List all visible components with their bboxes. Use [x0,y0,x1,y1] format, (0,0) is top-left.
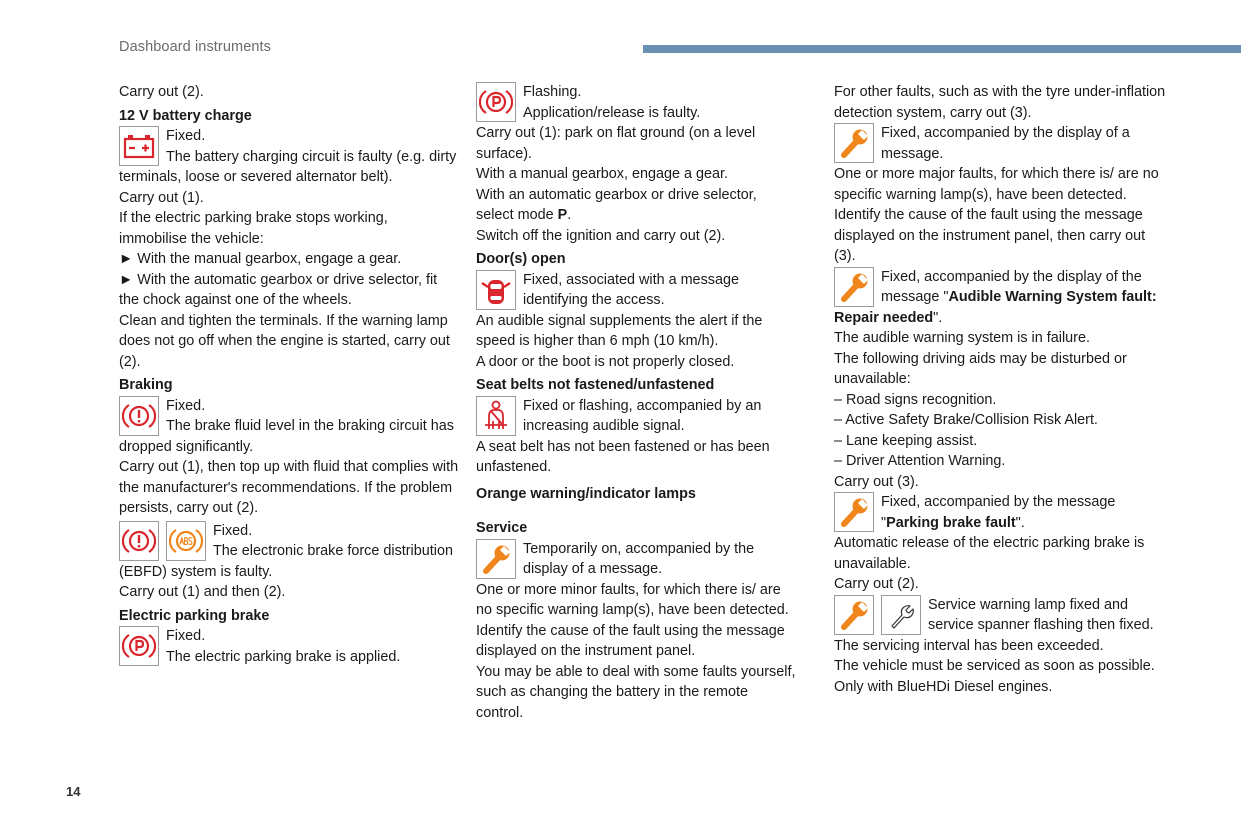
pbf-action: Carry out (2). [834,576,919,592]
header-accent-bar [643,45,1241,53]
other-faults-text: For other faults, such as with the tyre under-inflation detection system, carry out (3). [834,84,1166,121]
aws-post: ". [933,309,943,326]
column-1 [119,82,459,667]
orange-lamps-heading: Orange warning/indicator lamps [476,485,696,502]
epb-flash-desc: Application/release is faulty. [523,104,701,121]
doors-desc: A door or the boot is not properly closed. [476,353,735,370]
epb-state: Fixed. [166,628,206,644]
service-heading: Service [476,520,528,536]
svc-desc-2: The vehicle must be serviced as soon as possible. [834,658,1155,674]
epb-flash-state: Flashing. [523,84,582,100]
battery-action: Carry out (1). [119,189,204,206]
seatbelt-icon [476,396,516,436]
braking-state: Fixed. [166,397,206,414]
ebfd-icons [119,521,206,561]
battery-heading: 12 V battery charge [119,107,252,124]
spanner-icon [834,492,874,532]
service-state: Temporarily on, accompanied by the display of a message. [523,540,755,577]
epb-flash-action: Carry out (1): park on flat ground (on a level surface). [476,125,756,162]
spanner-icon [834,123,874,163]
aws-state [834,267,1170,329]
aid-item: – Lane keeping assist. [834,432,978,449]
abs-icon [166,521,206,561]
svc-desc-1: The servicing interval has been exceeded. [834,637,1104,654]
aids-intro: The following driving aids may be disturbed or unavailable: [834,350,1127,387]
aid-item: – Driver Attention Warning. [834,453,1006,469]
seatbelts-state: Fixed or flashing, accompanied by an increasing audible signal. [523,397,762,434]
service-minor: One or more minor faults, for which there is/ are no specific warning lamp(s), have been detected. [476,581,789,618]
battery-desc: The battery charging circuit is faulty (e.g. dirty terminals, loose or severed alternator belt). [119,148,457,185]
bullet-manual: ► With the manual gearbox, engage a gear. [119,251,402,267]
manual-gearbox-text: With a manual gearbox, engage a gear. [476,166,729,182]
spacer [476,504,798,515]
pbf-message: Parking brake fault [886,514,1016,531]
page-number: 14 [66,784,81,799]
seatbelts-desc: A seat belt has not been fastened or has been unfastened. [476,438,770,475]
aws-pre: Fixed, accompanied by the display of the message " [881,268,1142,305]
auto-text-end: . [567,207,572,223]
doors-state: Fixed, associated with a message identifying the access. [523,271,739,308]
mode-p: P [557,207,568,223]
seatbelts-heading: Seat belts not fastened/unfastened [476,377,715,393]
ebfd-desc: The electronic brake force distribution (EBFD) system is faulty. [119,543,453,580]
service-deal: You may be able to deal with some faults yourself, such as changing the battery in the remote control. [476,663,796,721]
service-identify: Identify the cause of the fault using the message displayed on the instrument panel. [476,622,785,659]
spanner-icon [476,539,516,579]
ebfd-state: Fixed. [213,522,253,539]
column-2 [476,82,798,723]
epb-intro: If the electric parking brake stops working, immobilise the vehicle: [119,210,388,247]
ebfd-action: Carry out (1) and then (2). [119,584,286,600]
aws-desc: The audible warning system is in failure. [834,330,1090,346]
aid-item: – Road signs recognition. [834,391,997,408]
major-state: Fixed, accompanied by the display of a message. [881,125,1130,162]
svc-state: Service warning lamp fixed and service spanner flashing then fixed. [928,596,1154,633]
pbf-pre: Fixed, accompanied by the message " [881,494,1116,531]
switch-off-text: Switch off the ignition and carry out (2). [476,227,726,244]
aid-item: – Active Safety Brake/Collision Risk Alert. [834,412,1098,428]
major-desc: One or more major faults, for which there is/ are no specific warning lamp(s), have been detected. [834,166,1159,203]
brake-warning-icon [119,396,159,436]
parking-brake-icon [476,82,516,122]
pbf-desc: Automatic release of the electric parking brake is unavailable. [834,535,1145,572]
bullet-automatic: ► With the automatic gearbox or drive selector, fit the chock against one of the wheels. [119,271,438,308]
spanner-icon [834,267,874,307]
braking-desc: The brake fluid level in the braking circuit has dropped significantly. [119,418,454,455]
pbf-state [834,492,1170,533]
parking-brake-icon [119,626,159,666]
svc-note: Only with BlueHDi Diesel engines. [834,678,1053,695]
brake-warning-icon [119,521,159,561]
major-identify: Identify the cause of the fault using the message displayed on the instrument panel, then carry out (3). [834,207,1146,264]
column-3 [834,82,1170,697]
braking-heading: Braking [119,377,173,393]
braking-action: Carry out (1), then top up with fluid that complies with the manufacturer's recommendations. If the problem persists, carry out (2). [119,459,459,516]
spanner-icon [834,595,874,635]
battery-clean: Clean and tighten the terminals. If the warning lamp does not go off when the engine is started, carry out (2). [119,312,450,370]
auto-text: With an automatic gearbox or drive selector, select mode [476,186,757,223]
aids-action: Carry out (3). [834,473,919,490]
battery-state: Fixed. [166,128,206,144]
door-open-icon [476,270,516,310]
carry-out-text: Carry out (2). [119,84,204,100]
service-icons [834,595,921,635]
aws-message: Audible Warning System fault: Repair needed [834,289,1157,326]
section-title: Dashboard instruments [119,39,272,55]
epb-desc: The electric parking brake is applied. [166,648,401,665]
spanner-outline-icon [881,595,921,635]
doors-audible: An audible signal supplements the alert if the speed is higher than 6 mph (10 km/h). [476,312,763,349]
epb-heading: Electric parking brake [119,607,270,624]
automatic-gearbox-text [476,185,798,226]
pbf-post: ". [1015,514,1025,531]
battery-icon [119,126,159,166]
doors-heading: Door(s) open [476,251,566,267]
